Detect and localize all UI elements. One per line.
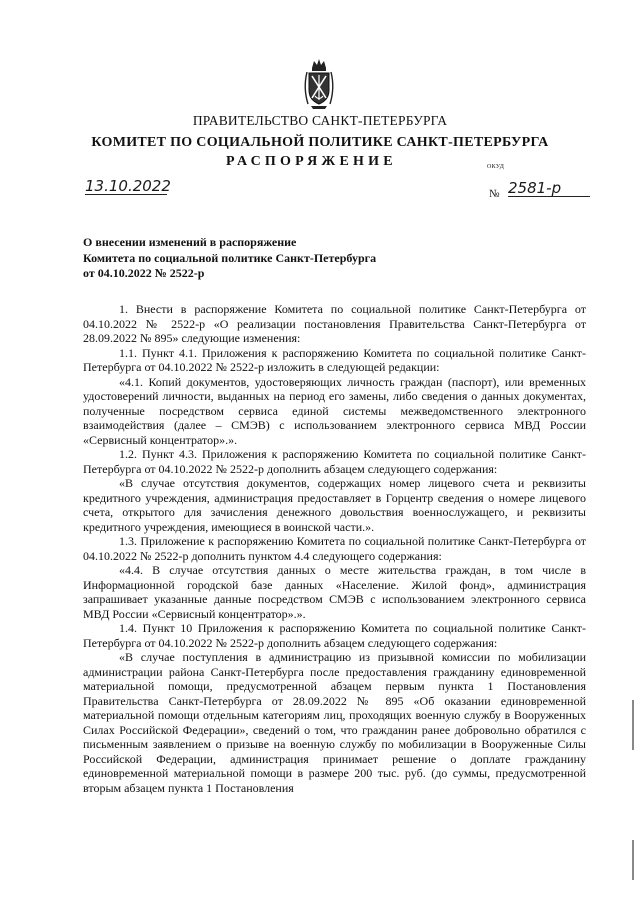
subject-line: от 04.10.2022 № 2522-р — [83, 266, 205, 280]
body-paragraph: 1. Внести в распоряжение Комитета по социальной политике Санкт-Петербурга от 04.10.2022 № 2522-р «О реализации постановления Правительства Санкт-Петербурга от 28.09.2022 № 895» следующие изменения: — [83, 302, 586, 345]
government-title: ПРАВИТЕЛЬСТВО САНКТ-ПЕТЕРБУРГА — [192, 113, 448, 128]
committee-title: КОМИТЕТ ПО СОЦИАЛЬНОЙ ПОЛИТИКЕ САНКТ-ПЕТЕРБУРГА — [91, 135, 549, 150]
scan-edge-mark — [632, 840, 634, 880]
body-paragraph: «4.1. Копий документов, удостоверяющих личность граждан (паспорт), или временных удостоверений личности, выданных на период его замены, либо сведения о данных документах, полученные посредством сервиса единой системы межведомственного электронного взаимодействия (далее – СМЭВ) с использованием электронного сервиса МВД России «Сервисный концентратор».». — [83, 374, 586, 447]
okud-label: ОКУД — [487, 164, 505, 170]
body-paragraph: «4.4. В случае отсутствия данных о месте жительства граждан, в том числе в Информационной городской базе данных «Население. Жилой фонд», администрация запрашивает указанные данные посредством СМЭВ с использованием электронного сервиса МВД России «Сервисный концентратор».». — [83, 563, 586, 621]
subject-line: О внесении изменений в распоряжение — [83, 235, 297, 249]
saint-petersburg-coat-of-arms-icon — [301, 58, 337, 110]
handwritten-document-number: 2581-р — [508, 180, 590, 197]
document-body — [83, 302, 586, 795]
body-paragraph: 1.3. Приложение к распоряжению Комитета по социальной политике Санкт-Петербурга от 04.10.2022 № 2522-р дополнить пунктом 4.4 следующего содержания: — [83, 534, 586, 563]
body-paragraph: «В случае поступления в администрацию из призывной комиссии по мобилизации администрации района Санкт-Петербурга после предоставления гражданину единовременной материальной помощи, предусмотренной абзацем первым пункта 1 Постановления Правительства Санкт-Петербурга от 28.09.2022 № 895 «Об оказании единовременной материальной помощи отдельным категориям лиц, проходящих военную службу в Вооруженных Силах Российской Федерации», сведений о том, что гражданин ранее добровольно обратился с письменным заявлением о призыве на военную службу по мобилизации в Вооруженные Силы Российской Федерации, администрация принимает решение о доплате гражданину единовременной материальной помощи в размере 200 тыс. руб. (до суммы, предусмотренной вторым абзацем пункта 1 Постановления — [83, 650, 586, 795]
body-paragraph: 1.4. Пункт 10 Приложения к распоряжению Комитета по социальной политике Санкт-Петербурга от 04.10.2022 № 2522-р дополнить абзацем следующего содержания: — [83, 621, 586, 650]
body-paragraph: 1.1. Пункт 4.1. Приложения к распоряжению Комитета по социальной политике Санкт-Петербурга от 04.10.2022 № 2522-р изложить в следующей редакции: — [83, 345, 586, 374]
document-subject — [83, 235, 443, 282]
handwritten-date: 13.10.2022 — [85, 177, 171, 195]
scan-edge-mark — [632, 700, 634, 750]
number-label: № — [489, 188, 500, 200]
body-paragraph: «В случае отсутствия документов, содержащих номер лицевого счета и реквизиты кредитного учреждения, администрация предоставляет в Горцентр сведения о номере лицевого счета, открытого для зачисления денежного довольствия военнослужащего, и реквизиты кредитного учреждения, имеющиеся в воинской части.». — [83, 476, 586, 534]
body-paragraph: 1.2. Пункт 4.3. Приложения к распоряжению Комитета по социальной политике Санкт-Петербурга от 04.10.2022 № 2522-р дополнить абзацем следующего содержания: — [83, 447, 586, 476]
document-type-title: РАСПОРЯЖЕНИЕ — [226, 154, 397, 169]
subject-line: Комитета по социальной политике Санкт-Петербурга — [83, 250, 377, 265]
